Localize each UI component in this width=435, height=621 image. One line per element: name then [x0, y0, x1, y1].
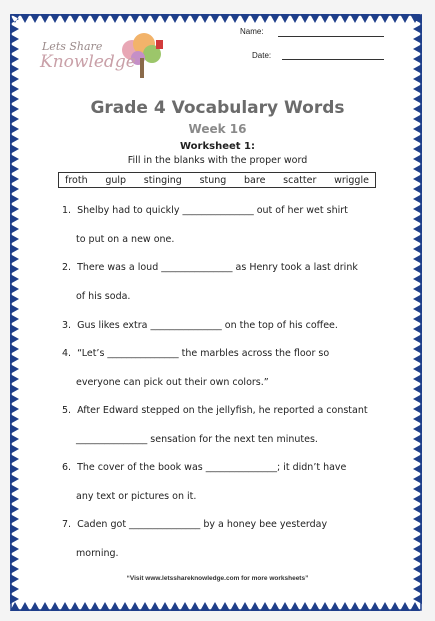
word-bank-item: bare [244, 174, 266, 186]
word-bank [58, 172, 376, 188]
question-line: any text or pictures on it. [76, 491, 197, 502]
worksheet-label: Worksheet 1: [180, 141, 255, 152]
question-line: 5. After Edward stepped on the jellyfish, he reported a constant [62, 405, 368, 416]
question-line: 3. Gus likes extra _______________ on the top of his coffee. [62, 320, 338, 331]
word-bank-item: gulp [105, 174, 127, 186]
logo-text-bottom: Knowledge [40, 52, 136, 72]
question-line: 2. There was a loud _______________ as Henry took a last drink [62, 262, 358, 273]
date-line [282, 59, 384, 60]
word-bank-item: stung [199, 174, 227, 186]
name-line [278, 36, 384, 37]
date-label: Date: [252, 51, 272, 60]
page-title: Grade 4 Vocabulary Words [90, 98, 345, 118]
footer-note: “Visit www.letsshareknowledge.com for more worksheets” [126, 575, 309, 582]
week-label: Week 16 [188, 122, 247, 136]
logo-text-top: Lets Share [42, 40, 103, 53]
question-line: of his soda. [76, 291, 131, 302]
word-bank-item: scatter [283, 174, 317, 186]
question-line: 4. “Let’s _______________ the marbles across the floor so [62, 348, 330, 359]
question-line: to put on a new one. [76, 234, 175, 245]
question-line: morning. [76, 548, 119, 559]
question-line: _______________ sensation for the next ten minutes. [76, 434, 318, 445]
question-line: 1. Shelby had to quickly _______________ out of her wet shirt [62, 205, 348, 216]
word-bank-item: stinging [143, 174, 182, 186]
question-line: everyone can pick out their own colors.” [76, 377, 269, 388]
name-label: Name: [240, 27, 264, 36]
word-bank-item: wriggle [334, 174, 369, 186]
instruction-text: Fill in the blanks with the proper word [127, 155, 308, 166]
question-line: 6. The cover of the book was _______________; it didn’t have [62, 462, 347, 473]
word-bank-item: froth [65, 174, 88, 186]
question-line: 7. Caden got _______________ by a honey bee yesterday [62, 519, 328, 530]
